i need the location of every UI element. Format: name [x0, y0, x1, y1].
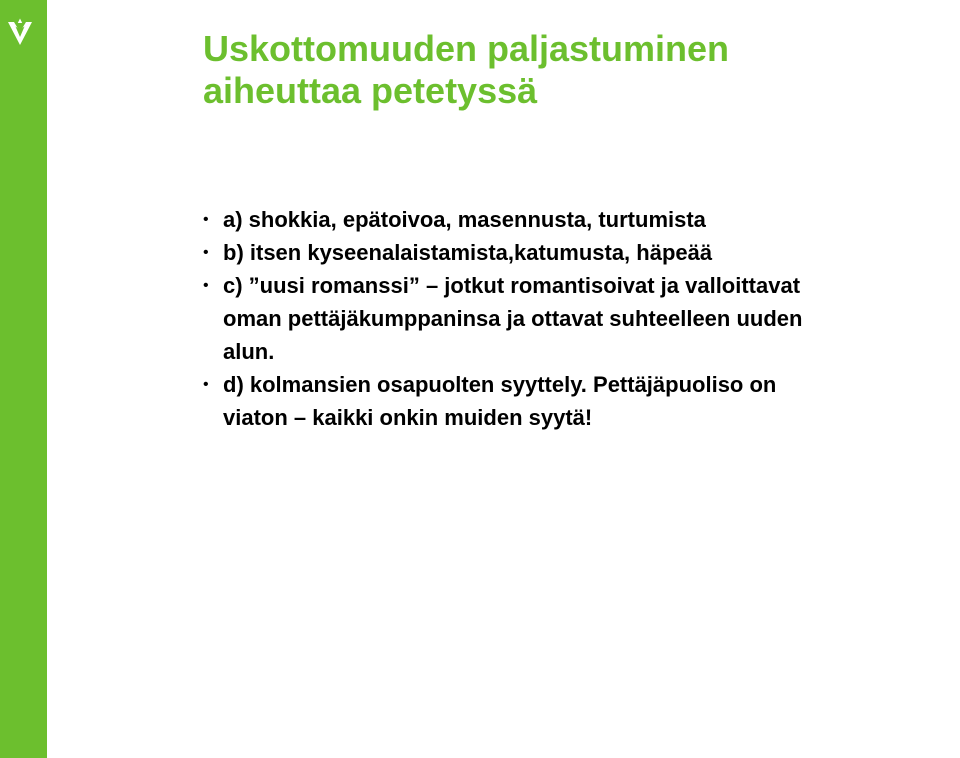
slide-title: [203, 28, 729, 112]
bullet-text: • a) shokkia, epätoivoa, masennusta, turtumista: [223, 207, 706, 232]
bullet-text: alun.: [223, 339, 275, 364]
bullet-list: [203, 203, 960, 434]
bullet-item-d: [203, 368, 960, 434]
bullet-item-a: [203, 203, 960, 236]
bullet-text: • b) itsen kyseenalaistamista,katumusta, häpeää: [223, 240, 713, 265]
bullet-text: • d) kolmansien osapuolten syyttely. Pettäjäpuoliso on: [223, 372, 777, 397]
heart-shield-logo-icon: [5, 18, 35, 48]
bullet-text: viaton – kaikki onkin muiden syytä!: [223, 405, 593, 430]
slide-title-line: Uskottomuuden paljastuminen: [203, 28, 730, 69]
bullet-text: oman pettäjäkumppaninsa ja ottavat suhteelleen uuden: [223, 306, 803, 331]
sidebar-accent-bar: [0, 0, 47, 758]
bullet-item-b: [203, 236, 960, 269]
bullet-text: • c) ”uusi romanssi” – jotkut romantisoivat ja valloittavat: [223, 273, 801, 298]
bullet-item-c: [203, 269, 960, 368]
slide-title-line: aiheuttaa petetyssä: [203, 70, 538, 111]
